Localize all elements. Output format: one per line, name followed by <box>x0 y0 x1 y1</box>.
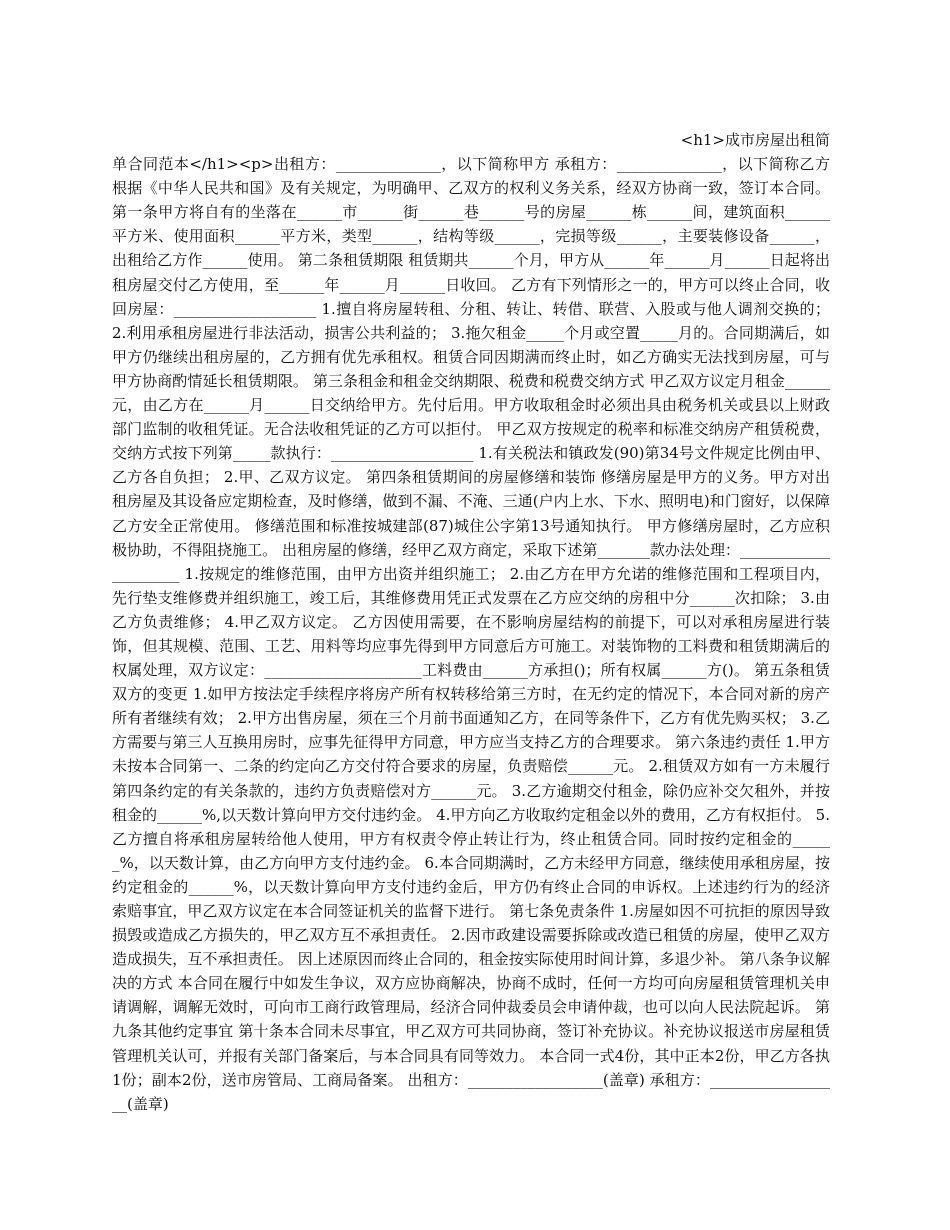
contract-body-text: 单合同范本</h1><p>出租方：______________，以下简称甲方 承租方：______________，以下简称乙方 根据《中华人民共和国》及有关规定，为明确甲、乙双方的权利义务关系，经双方协商一致，签订本合同。 第一条甲方将自有的坐落在______市______街______巷______号的房屋______栋______间，建筑面积______平方米、使用面积______平方米，类型______，结构等级______，完损等级______，主要装修设备______，出租给乙方作______使用。 第二条租赁期限 租赁期共______个月，甲方从______年______月______日起将出租房屋交付乙方使用，至______年______月______日收回。 乙方有下列情形之一的，甲方可以终止合同，收回房屋：___________________ 1.擅自将房屋转租、分租、转让、转借、联营、入股或与他人调剂交换的； 2.利用承租房屋进行非法活动，损害公共利益的； 3.拖欠租金_____个月或空置_____月的。合同期满后，如甲方仍继续出租房屋的，乙方拥有优先承租权。租赁合同因期满而终止时，如乙方确实无法找到房屋，可与甲方协商酌情延长租赁期限。 第三条租金和租金交纳期限、税费和税费交纳方式 甲乙双方议定月租金______元，由乙方在______月______日交纳给甲方。先付后用。甲方收取租金时必须出具由税务机关或县以上财政部门监制的收租凭证。无合法收租凭证的乙方可以拒付。 甲乙双方按规定的税率和标准交纳房产租赁税费，交纳方式按下列第_____款执行：___________________ 1.有关税法和镇政发(90)第34号文件规定比例由甲、乙方各自负担； 2.甲、乙双方议定。 第四条租赁期间的房屋修缮和装饰 修缮房屋是甲方的义务。甲方对出租房屋及其设备应定期检查，及时修缮，做到不漏、不淹、三通(户内上水、下水、照明电)和门窗好，以保障乙方安全正常使用。 修缮范围和标准按城建部(87)城住公字第13号通知执行。 甲方修缮房屋时，乙方应积极协助，不得阻挠施工。 出租房屋的修缮，经甲乙双方商定，采取下述第_______款办法处理：_____________________ 1.按规定的维修范围，由甲方出资并组织施工； 2.由乙方在甲方允诺的维修范围和工程项目内，先行垫支维修费并组织施工，竣工后，其维修费用凭正式发票在乙方应交纳的房租中分______次扣除； 3.由乙方负责维修； 4.甲乙双方议定。 乙方因使用需要，在不影响房屋结构的前提下，可以对承租房屋进行装饰，但其规模、范围、工艺、用料等均应事先得到甲方同意后方可施工。对装饰物的工料费和租赁期满后的权属处理，双方议定：_____________________工料费由______方承担()；所有权属______方()。 第五条租赁双方的变更 1.如甲方按法定手续程序将房产所有权转移给第三方时，在无约定的情况下，本合同对新的房产所有者继续有效； 2.甲方出售房屋，须在三个月前书面通知乙方，在同等条件下，乙方有优先购买权； 3.乙方需要与第三人互换用房时，应事先征得甲方同意，甲方应当支持乙方的合理要求。 第六条违约责任 1.甲方未按本合同第一、二条的约定向乙方交付符合要求的房屋，负责赔偿______元。 2.租赁双方如有一方未履行第四条约定的有关条款的，违约方负责赔偿对方______元。 3.乙方逾期交付租金，除仍应补交欠租外，并按租金的______%,以天数计算向甲方交付违约金。 4.甲方向乙方收取约定租金以外的费用，乙方有权拒付。 5.乙方擅自将承租房屋转给他人使用，甲方有权责令停止转让行为，终止租赁合同。同时按约定租金的______%，以天数计算，由乙方向甲方支付违约金。 6.本合同期满时，乙方未经甲方同意，继续使用承租房屋，按约定租金的______%，以天数计算向甲方支付违约金后，甲方仍有终止合同的申诉权。上述违约行为的经济索赔事宜，甲乙双方议定在本合同签证机关的监督下进行。 第七条免责条件 1.房屋如因不可抗拒的原因导致损毁或造成乙方损失的，甲乙双方互不承担责任。 2.因市政建设需要拆除或改造已租赁的房屋，使甲乙双方造成损失，互不承担责任。 因上述原因而终止合同的，租金按实际使用时间计算，多退少补。 第八条争议解决的方式 本合同在履行中如发生争议，双方应协商解决，协商不成时，任何一方均可向房屋租赁管理机关申请调解，调解无效时，可向市工商行政管理局，经济合同仲裁委员会申请仲裁，也可以向人民法院起诉。 第九条其他约定事宜 第十条本合同未尽事宜，甲乙双方可共同协商，签订补充协议。补充协议报送市房屋租赁管理机关认可，并报有关部门备案后，与本合同具有同等效力。 本合同一式4份，其中正本2份，甲乙方各执1份；副本2份，送市房管局、工商局备案。 出租方：__________________(盖章) 承租方：__________________(盖章) <box>112 155 835 1113</box>
contract-document <box>112 128 835 1116</box>
document-heading-fragment: <h1>成市房屋出租简 <box>680 131 830 149</box>
